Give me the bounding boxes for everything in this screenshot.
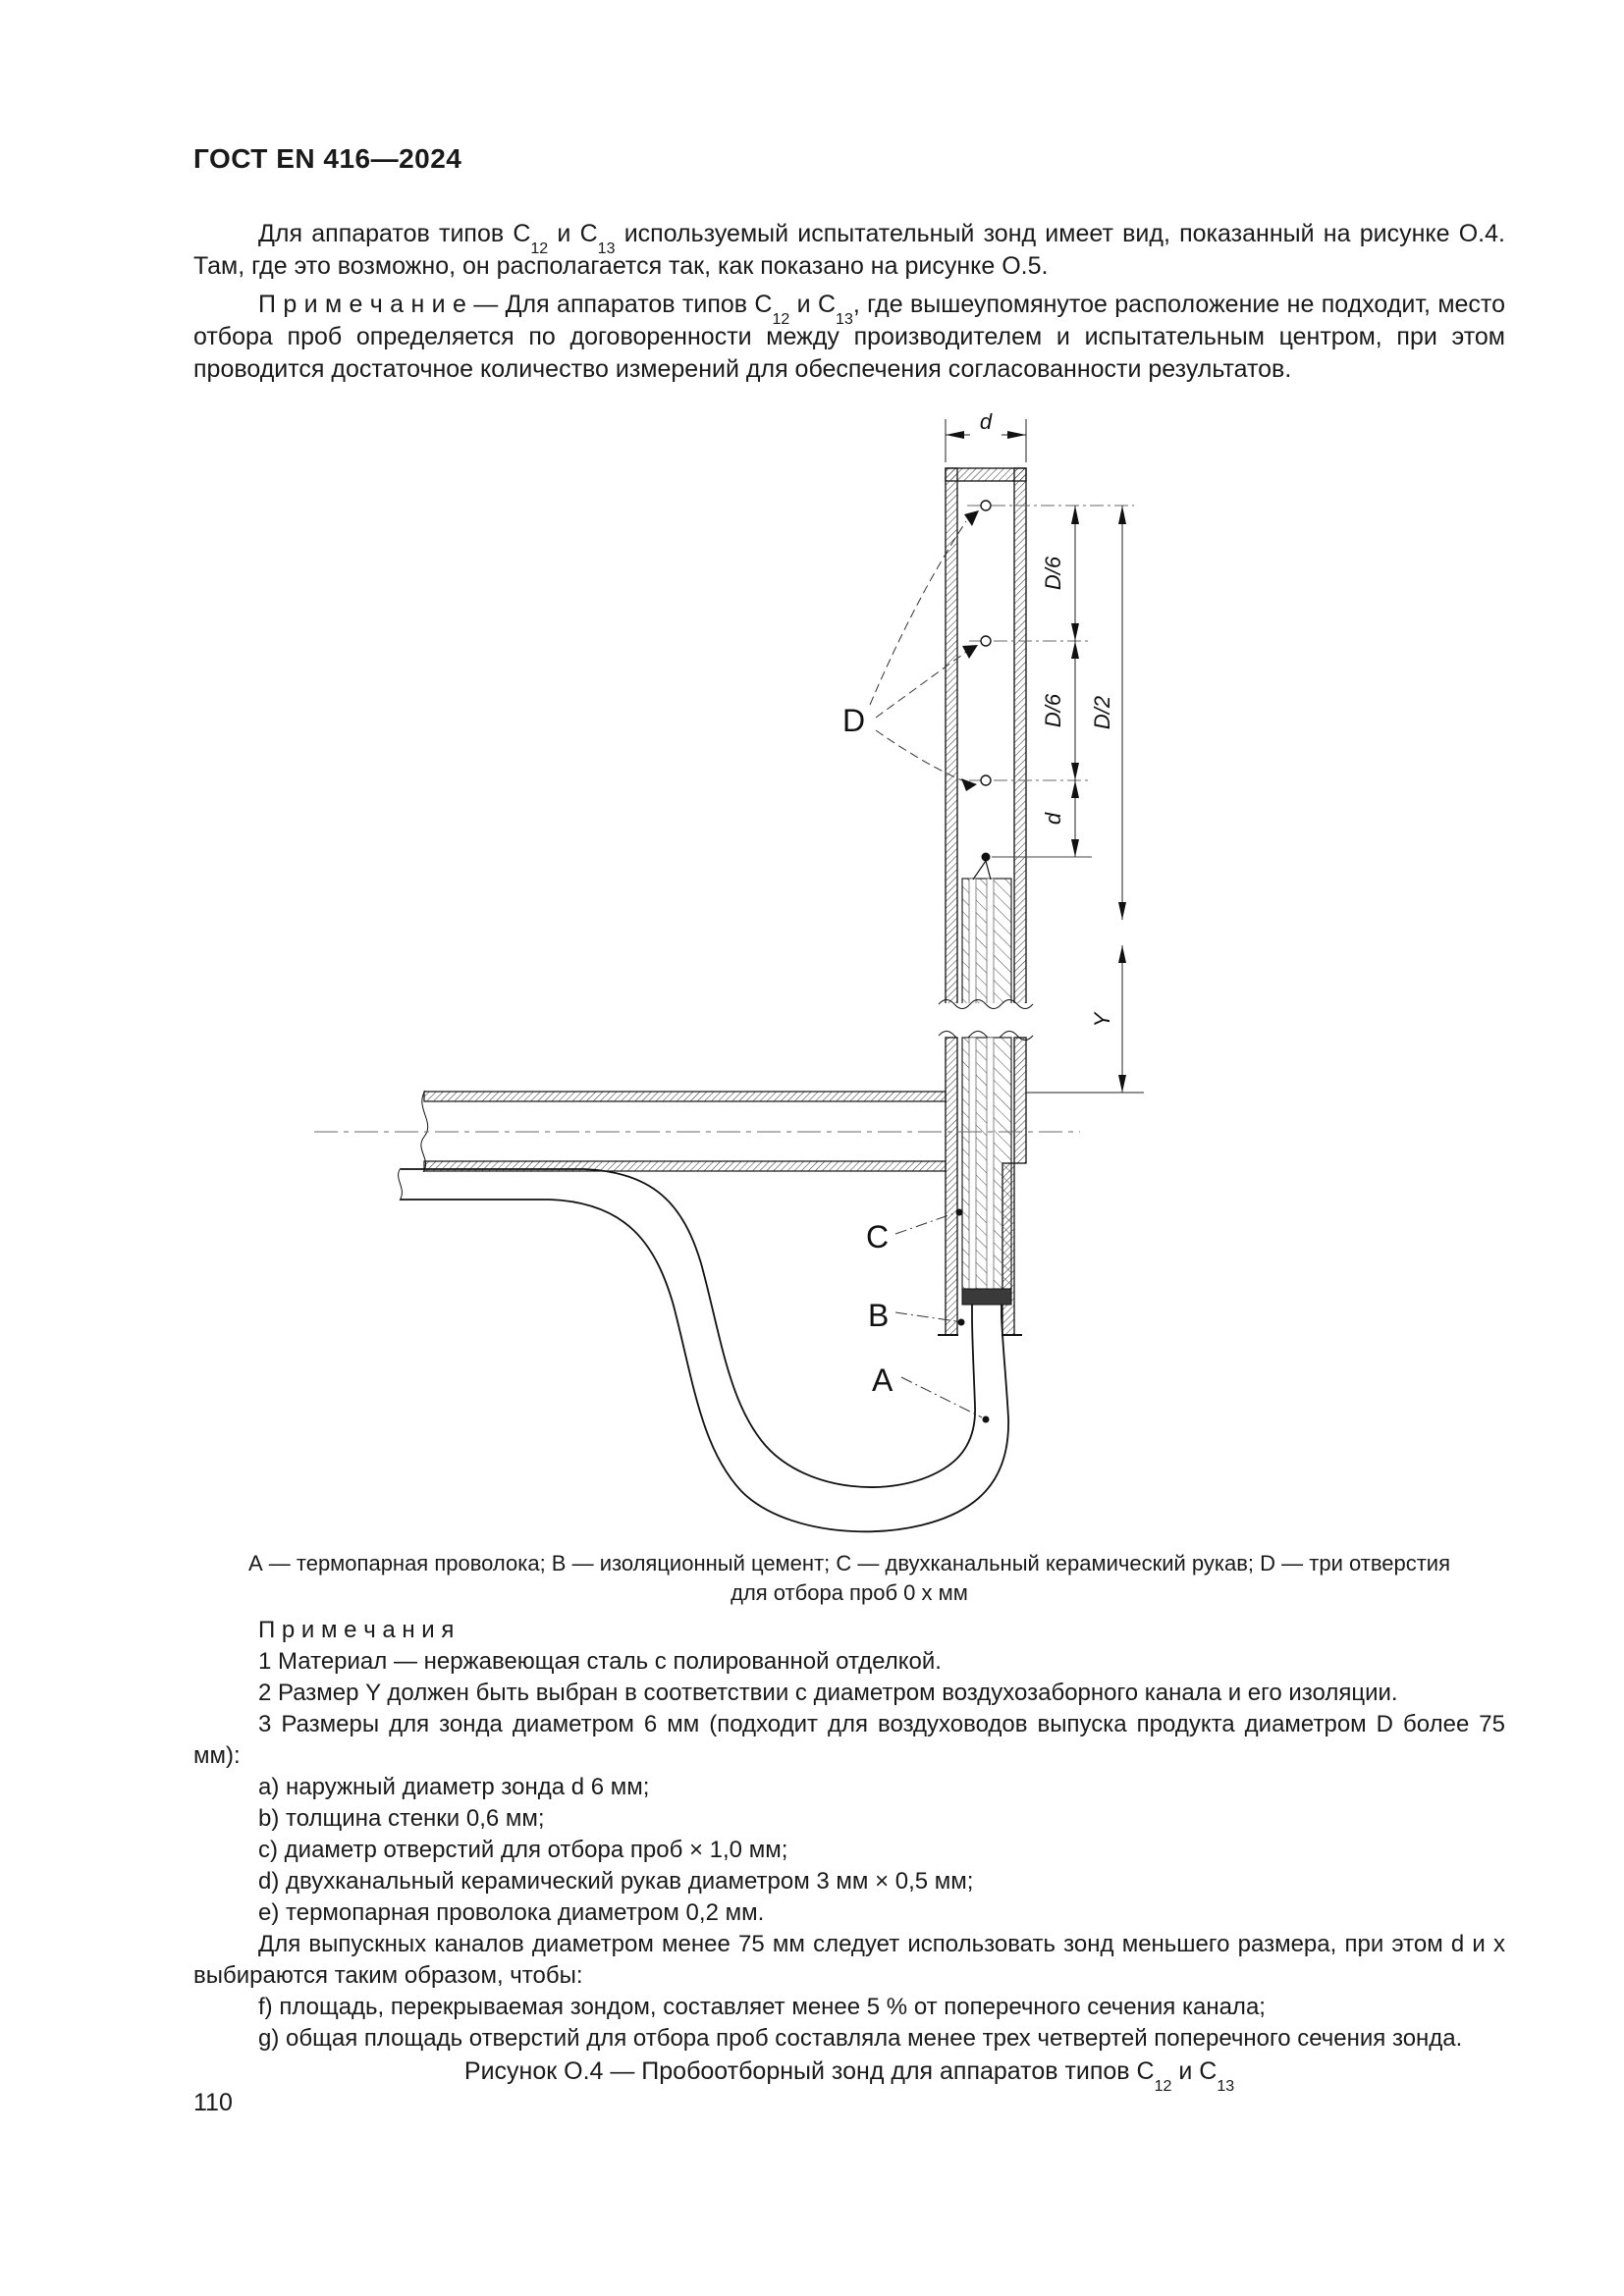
page-number: 110 [193, 2089, 233, 2116]
hole-2 [981, 636, 991, 646]
page-header: ГОСТ EN 416—2024 [193, 143, 462, 174]
note-item-c: c) диаметр отверстий для отбора проб × 1,0 мм; [258, 1837, 788, 1863]
label-D: D [842, 703, 866, 738]
hole-3 [981, 775, 991, 785]
subscript: 12 [772, 311, 790, 328]
thermocouple-wire [399, 1168, 1008, 1531]
notes-heading: П р и м е ч а н и я [258, 1617, 455, 1643]
dim-line-2 [1026, 506, 1144, 1093]
subscript: 13 [836, 311, 853, 328]
dim-label-d-top: d [979, 409, 993, 434]
tube-break [937, 1000, 1033, 1041]
subscript: 12 [530, 240, 549, 257]
figure-caption: Рисунок О.4 — Пробоотборный зонд для аппаратов типов $С_{12}$ и $С_{13}$ [463, 2057, 1235, 2095]
dim-label-d6-upper: D/6 [1041, 556, 1065, 591]
cement-plug [962, 1289, 1011, 1305]
note-item-d: d) двухканальный керамический рукав диаметром 3 мм × 0,5 мм; [258, 1868, 974, 1895]
note-label: П р и м е ч а н и е — [258, 291, 506, 318]
label-C: С [866, 1219, 890, 1255]
paragraph-note: П р и м е ч а н и е — Для аппаратов типов $С_{12}$ и $С_{13}$, где вышеупомянутое расположение не подходит, место отбора проб определяется по договоренности между производителем и испытательным центром, при этом проводится достаточное количество измерений для обеспечения согласованности результатов. [193, 291, 1505, 383]
dim-label-y: Y [1090, 1012, 1114, 1028]
hole-1 [981, 501, 991, 510]
legend-line-1: А — термопарная проволока; В — изоляционный цемент; С — двухканальный керамический рукав; D — три отверстия [247, 1551, 1451, 1575]
note-item-e: e) термопарная проволока диаметром 0,2 мм. [258, 1899, 765, 1926]
paragraph-1: Для аппаратов типов $С_{12}$ и $С_{13}$ используемый испытательный зонд имеет вид, показанный на рисунке О.4. Там, где это возможно, он располагается так, как показано на рисунке О.5. [193, 220, 1505, 280]
dim-line-1 [1071, 506, 1079, 857]
thermocouple-junction [982, 853, 991, 862]
subscript: 13 [597, 240, 616, 257]
dim-label-d2: D/2 [1090, 695, 1114, 730]
subscript: 13 [1217, 2078, 1235, 2095]
note-item-1: 1 Материал — нержавеющая сталь с полированной отделкой. [258, 1648, 942, 1675]
wire-break-line [399, 1168, 403, 1201]
label-B: В [868, 1298, 890, 1333]
probe-diagram [245, 407, 1237, 1544]
note-item-f: f) площадь, перекрываемая зондом, составляет менее 5 % от поперечного сечения канала; [258, 1994, 1266, 2020]
subscript: 12 [1154, 2078, 1172, 2095]
note-item-a: a) наружный диаметр зонда d 6 мм; [258, 1774, 650, 1800]
figure-legend [193, 1549, 1505, 1608]
note-item-g: g) общая площадь отверстий для отбора проб составляла менее трех четвертей поперечного сечения зонда. [258, 2025, 1463, 2052]
label-A: А [872, 1362, 893, 1398]
dim-label-d-small: d [1041, 812, 1065, 826]
legend-line-2: для отбора проб 0 х мм [731, 1580, 968, 1605]
note-item-2: 2 Размер Y должен быть выбран в соответствии с диаметром воздухозаборного канала и его изоляции. [258, 1680, 1398, 1706]
ceramic-sleeve-lower [962, 1038, 1011, 1289]
ceramic-sleeve-upper [962, 879, 1011, 1008]
dim-label-d6-lower: D/6 [1041, 693, 1065, 728]
note-para-small: Для выпускных каналов диаметром менее 75 мм следует использовать зонд меньшего размера, при этом d и х выбираются таким образом, чтобы: [193, 1931, 1505, 1989]
note-item-3: 3 Размеры для зонда диаметром 6 мм (подходит для воздуховодов выпуска продукта диаметром D более 75 мм): [193, 1711, 1505, 1769]
notes-block [193, 1615, 1505, 2055]
figure-o4-drawing [245, 407, 1237, 1549]
note-item-b: b) толщина стенки 0,6 мм; [258, 1805, 545, 1832]
